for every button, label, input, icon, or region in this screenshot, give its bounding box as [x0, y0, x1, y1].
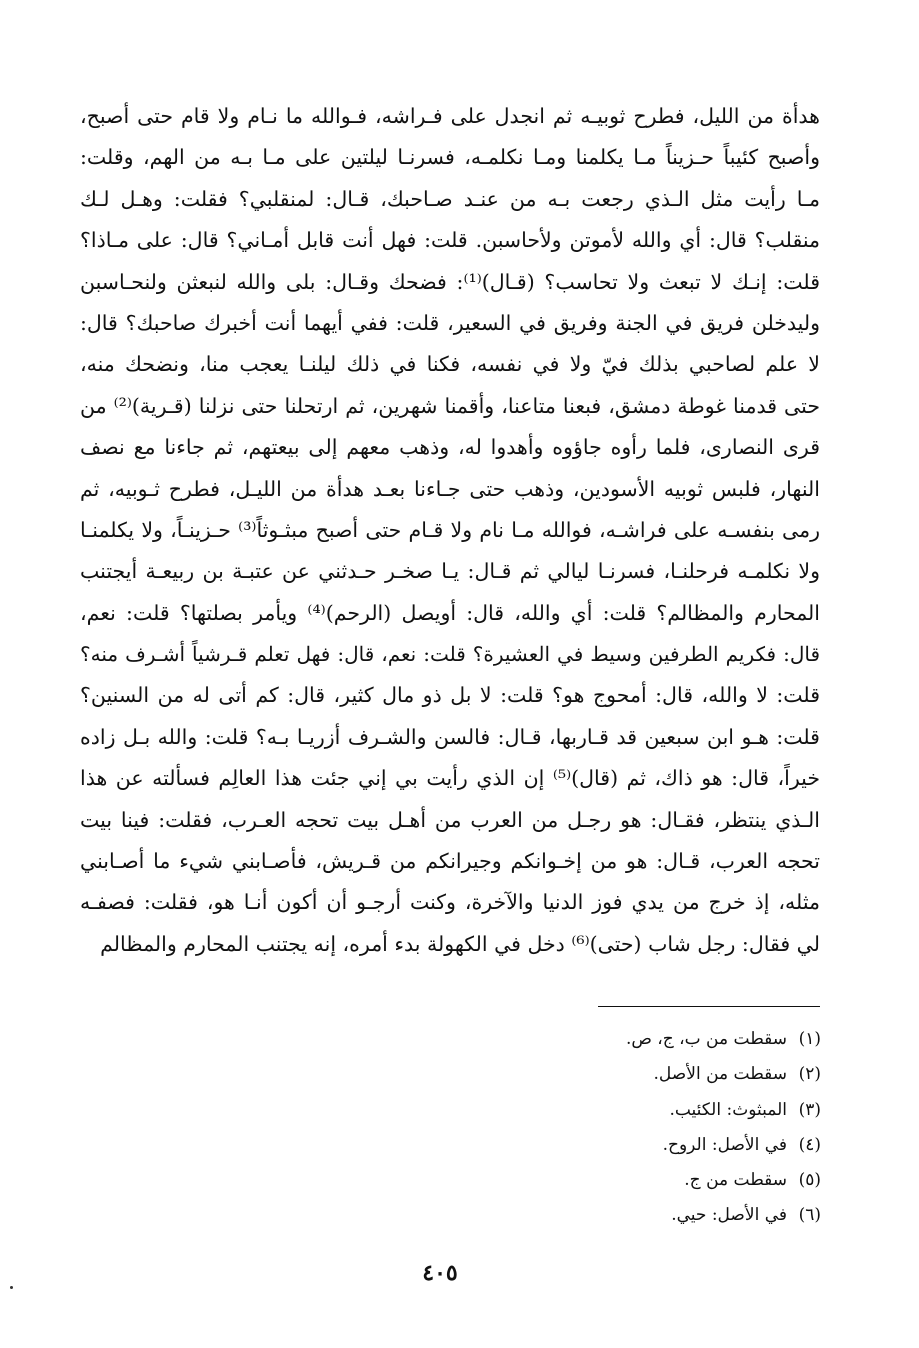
text-line: رمى بنفسـه على فراشـه، فوالله مـا نام ولا قـام حتى أصبح مبثـوثاً⁽³⁾ حـزينـاً، ولا يكلمنـا — [80, 517, 820, 542]
text-line: مـا رأيت مثل الـذي رجعت بـه من عنـد صـاحبك، قـال: لمنقلبي؟ فقلت: وهـل لـك — [80, 186, 820, 211]
text-line: المحارم والمظالم؟ قلت: أي والله، قال: أويصل (الرحم)⁽⁴⁾ ويأمر بصلتها؟ قلت: نعم، — [80, 600, 820, 625]
footnote — [501, 1093, 821, 1128]
footnote — [501, 1057, 821, 1092]
footnote-number: (٢) — [798, 1064, 821, 1085]
margin-speck — [10, 1286, 13, 1289]
footnote — [501, 1163, 821, 1198]
page-number: ٤٠٥ — [422, 1260, 458, 1286]
main-text — [80, 96, 820, 965]
footnote-text: في الأصل: حيي. — [671, 1205, 787, 1226]
footnote-number: (٤) — [798, 1134, 821, 1155]
text-line: قلت: لا والله، قال: أمحوج هو؟ قلت: لا بل ذو مال كثير، قال: كم أتى له من السنين؟ — [80, 683, 820, 708]
text-line: هدأة من الليل، فطرح ثوبيـه ثم انجدل على فـراشه، فـوالله ما نـام ولا قام حتى أصبح، — [80, 104, 820, 128]
text-line: وليدخلن فريق في الجنة وفريق في السعير، قلت: ففي أيهما أنت أخبرك صاحبك؟ قال: — [80, 310, 820, 335]
footnote — [501, 1022, 821, 1057]
text-line: حتى قدمنا غوطة دمشق، فبعنا متاعنا، وأقمنا شهرين، ثم ارتحلنا حتى نزلنا (قـرية)⁽²⁾ من — [80, 393, 820, 418]
text-line: قلت: إنـك لا تبعث ولا تحاسب؟ (قـال)⁽¹⁾: فضحك وقـال: بلى والله لنبعثن ولنحـاسبن — [80, 269, 820, 294]
text-line: قال: فكريم الطرفين وسيط في العشيرة؟ قلت: نعم، قال: فهل تعلم قـرشياً أشـرف منه؟ — [80, 642, 820, 667]
text-line: لي فقال: رجل شاب (حتى)⁽⁶⁾ دخل في الكهولة بدء أمره، إنه يجتنب المحارم والمظالم — [100, 931, 820, 956]
footnote-number: (٥) — [798, 1170, 821, 1191]
text-line: خيراً، قال: هو ذاك، ثم (قال)⁽⁵⁾ إن الذي رأيت بي إني جئت هذا العالِم فسألته عن هذا — [80, 766, 820, 791]
text-line: مثله، إذ خرج من يدي فوز الدنيا والآخرة، وكنت أرجـو أن أكون أنـا هو، فقلت: فصفـه — [80, 890, 820, 915]
footnote-text: سقطت من الأصل. — [653, 1064, 787, 1085]
footnote-number: (٦) — [798, 1205, 821, 1226]
footnote-number: (٣) — [798, 1099, 821, 1120]
footnote-text: في الأصل: الروح. — [662, 1134, 787, 1155]
text-line: النهار، فلبس ثوبيه الأسودين، وذهب حتى جـاءنا بعـد هدأة من الليـل، فطرح ثـوبيه، ثم — [80, 476, 820, 501]
footnote-separator — [598, 1006, 820, 1007]
footnote — [501, 1198, 821, 1233]
text-line: قرى النصارى، فلما رأوه جاؤوه وأهدوا له، وذهب معهم إلى بيعتهم، ثم جاءنا مع نصف — [80, 435, 820, 460]
text-line: قلت: هـو ابن سبعين قد قـاربها، قـال: فالسن والشـرف أزريـا بـه؟ قلت: والله بـل زاده — [80, 724, 820, 749]
footnote-text: سقطت من ب، ج، ص. — [625, 1029, 787, 1049]
footnote-text: المبثوث: الكئيب. — [669, 1099, 787, 1120]
footnote-number: (١) — [798, 1029, 821, 1049]
text-line: منقلب؟ قال: أي والله لأموتن ولأحاسبن. قلت: فهل أنت قابل أمـاني؟ قال: على مـاذا؟ — [80, 228, 820, 253]
text-line: الـذي ينتظر، فقـال: هو رجـل من العرب من أهـل بيت تحجه العـرب، فقلت: فينا بيت — [80, 807, 820, 832]
text-line: ولا نكلمـه فرحلنـا، فسرنـا ليالي ثم قـال: يـا صخـر حـدثني عن عتبـة بن ربيعـة أيجتنب — [80, 559, 820, 584]
text-line: لا علم لصاحبي بذلك فيّ ولا في نفسه، فكنا في ذلك ليلنـا يعجب منا، ونضحك منه، — [80, 352, 820, 377]
footnote — [501, 1128, 821, 1163]
footnotes — [501, 1022, 821, 1234]
text-line: تحجه العرب، قـال: هو من إخـوانكم وجيرانكم من قـريش، فأصـابني شيء ما أصـابني — [80, 849, 820, 874]
text-line: وأصبح كئيباً حـزيناً مـا يكلمنا ومـا نكلمـه، فسرنـا ليلتين على مـا بـه من الهم، وقلت: — [80, 145, 820, 170]
footnote-text: سقطت من ج. — [684, 1170, 787, 1191]
